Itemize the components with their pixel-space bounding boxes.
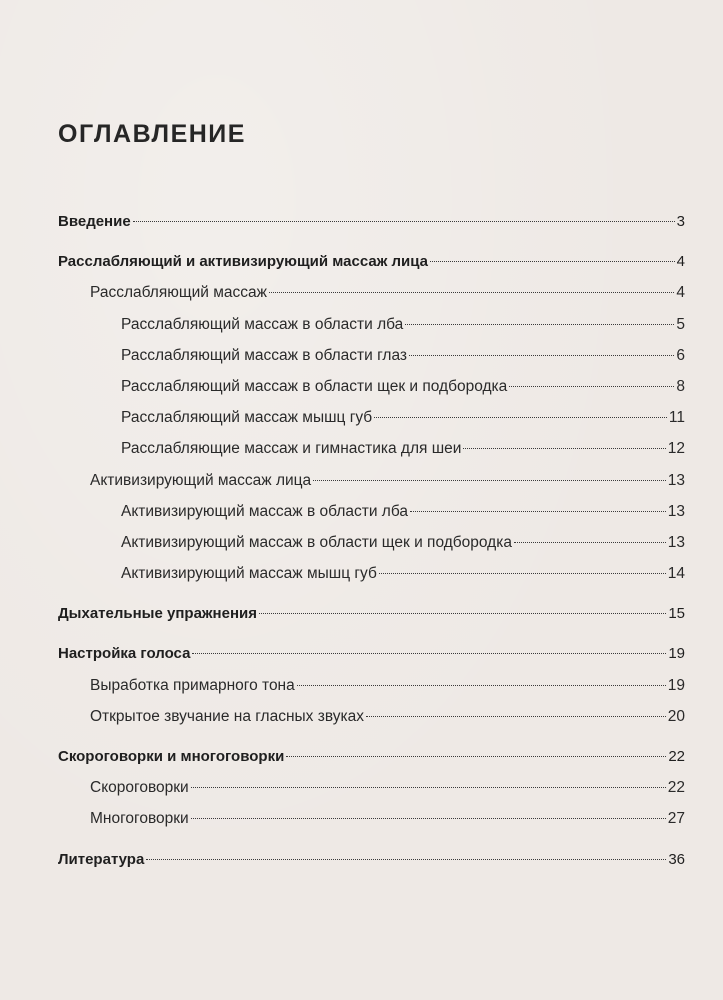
toc-entry-title: Расслабляющий массаж в области глаз (121, 346, 408, 364)
toc-entry-relaxing-cheeks-chin[interactable] (58, 371, 685, 402)
toc-entry-title: Расслабляющий массаж мышц губ (121, 409, 373, 427)
toc-entry-title: Активизирующий массаж в области щек и подбородка (121, 533, 512, 551)
dot-leader (133, 221, 675, 222)
dot-leader (191, 787, 666, 788)
toc-entry-title: Открытое звучание на гласных звуках (90, 707, 364, 725)
dot-leader (405, 324, 674, 325)
toc-entry-title: Литература (58, 850, 145, 868)
dot-leader (430, 261, 675, 262)
toc-entry-title: Расслабляющие массаж и гимнастика для шеи (121, 440, 462, 458)
dot-leader (379, 573, 666, 574)
toc-page-number: 12 (667, 440, 685, 458)
dot-leader (409, 355, 674, 356)
toc-entry-voice-tuning[interactable] (58, 638, 685, 669)
toc-entry-title: Выработка примарного тона (90, 676, 295, 694)
toc-entry-title: Активизирующий массаж лица (90, 471, 312, 489)
toc-entry-title: Расслабляющий и активизирующий массаж лица (58, 253, 429, 271)
toc-page-number: 11 (668, 409, 685, 427)
toc-entry-activating-forehead[interactable] (58, 496, 685, 527)
toc-entry-title: Активизирующий массаж в области лба (121, 502, 408, 520)
dot-leader (410, 511, 666, 512)
dot-leader (463, 448, 665, 449)
dot-leader (259, 613, 666, 614)
dot-leader (286, 756, 666, 757)
toc-entry-title: Расслабляющий массаж в области лба (121, 315, 404, 333)
toc-page-number: 13 (667, 471, 685, 489)
dot-leader (374, 417, 667, 418)
toc-page-number: 8 (676, 377, 685, 395)
toc-page-number: 27 (667, 810, 685, 828)
toc-entry-title: Скороговорки (90, 779, 189, 797)
toc-entry-activating-massage[interactable] (58, 465, 685, 496)
dot-leader (509, 386, 674, 387)
toc-page-number: 19 (667, 676, 685, 694)
dot-leader (269, 292, 674, 293)
toc-page-number: 14 (667, 565, 685, 583)
toc-entry-activating-lips[interactable] (58, 558, 685, 589)
toc-page-number: 20 (667, 707, 685, 725)
toc-entry-title: Многоговорки (90, 810, 189, 828)
toc-entry-title: Введение (58, 213, 131, 230)
dot-leader (146, 859, 666, 860)
toc-page-number: 6 (676, 346, 685, 364)
toc-entry-title: Дыхательные упражнения (58, 605, 257, 623)
toc-entry-title: Настройка голоса (58, 645, 191, 663)
dot-leader (313, 480, 666, 481)
dot-leader (297, 685, 666, 686)
toc-entry-title: Скороговорки и многоговорки (58, 748, 285, 765)
toc-page-number: 36 (668, 850, 685, 868)
toc-page-number: 19 (668, 645, 685, 663)
toc-entry-breathing-exercises[interactable] (58, 598, 685, 629)
toc-entry-title: Расслабляющий массаж в области щек и подбородка (121, 377, 508, 395)
toc-page-number: 15 (668, 605, 685, 623)
toc-entry-introduction[interactable] (58, 206, 685, 237)
toc-entry-tongue-twisters[interactable] (58, 772, 685, 803)
table-of-contents (58, 206, 685, 875)
toc-entry-primary-tone[interactable] (58, 670, 685, 701)
toc-page-number: 4 (676, 284, 685, 302)
dot-leader (366, 716, 666, 717)
toc-entry-mnogogovorki[interactable] (58, 803, 685, 834)
toc-entry-relaxing-forehead[interactable] (58, 309, 685, 340)
toc-entry-title: Расслабляющий массаж (90, 284, 267, 302)
dot-leader (191, 818, 666, 819)
toc-entry-face-massage[interactable] (58, 246, 685, 277)
dot-leader (192, 653, 666, 654)
toc-entry-relaxing-neck[interactable] (58, 433, 685, 464)
toc-entry-title: Активизирующий массаж мышц губ (121, 565, 377, 583)
dot-leader (514, 542, 666, 543)
toc-entry-relaxing-lips[interactable] (58, 402, 685, 433)
toc-page-number: 22 (667, 779, 685, 797)
toc-entry-relaxing-massage[interactable] (58, 277, 685, 308)
toc-page-number: 3 (676, 213, 685, 230)
page-title: ОГЛАВЛЕНИЕ (58, 120, 246, 148)
toc-entry-tongue-twisters-section[interactable] (58, 741, 685, 772)
toc-entry-activating-cheeks-chin[interactable] (58, 527, 685, 558)
toc-page-number: 4 (676, 253, 685, 271)
toc-page-number: 22 (668, 748, 685, 765)
toc-page-number: 13 (667, 533, 685, 551)
toc-page-number: 13 (667, 502, 685, 520)
toc-page-number: 5 (676, 315, 685, 333)
toc-entry-open-vowels[interactable] (58, 701, 685, 732)
toc-entry-relaxing-eyes[interactable] (58, 340, 685, 371)
toc-entry-literature[interactable] (58, 844, 685, 875)
